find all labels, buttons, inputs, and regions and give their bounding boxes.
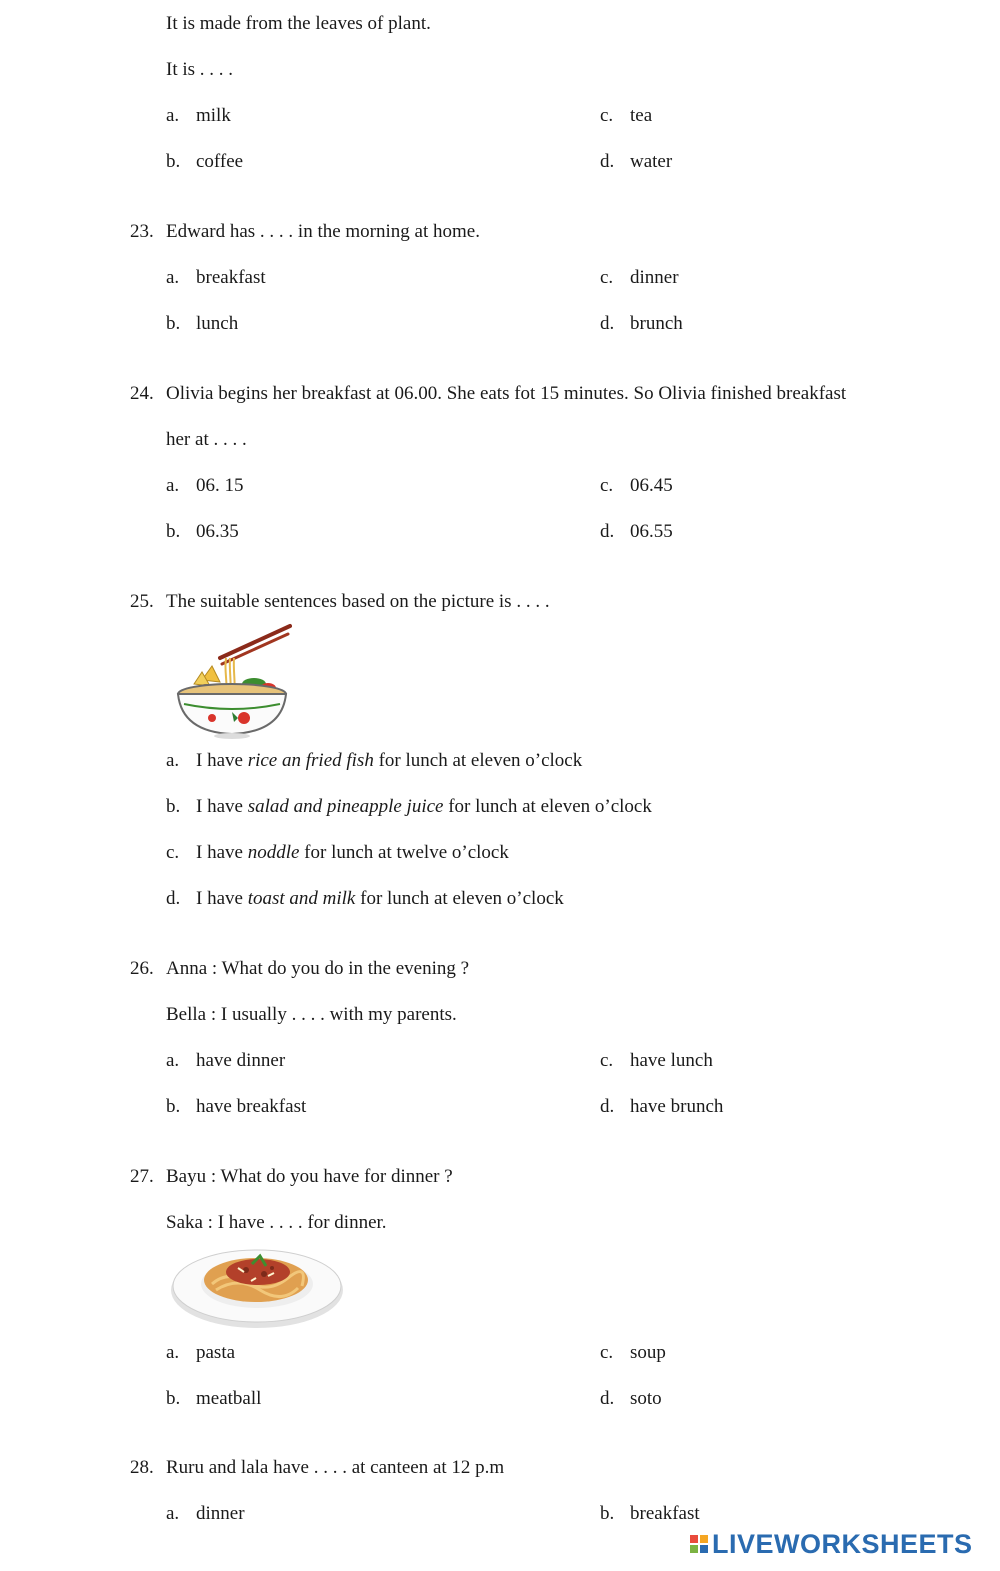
pasta-plate-image [168,1240,346,1332]
liveworksheets-logo[interactable] [690,1528,973,1560]
q23-option-a[interactable]: a. breakfast [166,267,266,288]
q23-option-d[interactable]: d. brunch [600,313,683,334]
q28-number: 28. [130,1457,154,1478]
q26-number: 26. [130,958,154,979]
q25-option-a[interactable]: a. I have rice an fried fish for lunch at eleven o’clock [166,750,583,771]
logo-square-green [690,1545,698,1553]
logo-square-red [690,1535,698,1543]
q22-option-b[interactable]: b. coffee [166,151,244,172]
q22-text-line1: It is made from the leaves of plant. [166,13,431,34]
q24-option-d[interactable]: d. 06.55 [600,521,673,542]
q26-option-c[interactable]: c. have lunch [600,1050,713,1071]
q25-option-b[interactable]: b. I have salad and pineapple juice for lunch at eleven o’clock [166,796,652,817]
q24-number: 24. [130,383,154,404]
q24-option-c[interactable]: c. 06.45 [600,475,673,496]
q27-option-a[interactable]: a. pasta [166,1342,236,1363]
q26-option-a[interactable]: a. have dinner [166,1050,286,1071]
q25-option-d[interactable]: d. I have toast and milk for lunch at eleven o’clock [166,888,564,909]
q24-text-line2: her at . . . . [166,429,247,450]
q24-text: Olivia begins her breakfast at 06.00. She eats fot 15 minutes. So Olivia finished breakfast [166,383,847,404]
q23-option-c[interactable]: c. dinner [600,267,679,288]
q22-option-c[interactable]: c. tea [600,105,653,126]
q28-text: Ruru and lala have . . . . at canteen at 12 p.m [166,1457,505,1478]
q23-text: Edward has . . . . in the morning at home. [166,221,480,242]
q25-number: 25. [130,591,154,612]
q22-text-line2: It is . . . . [166,59,234,80]
q23-number: 23. [130,221,154,242]
q27-option-d[interactable]: d. soto [600,1388,662,1409]
q23-option-b[interactable]: b. lunch [166,313,239,334]
q27-option-b[interactable]: b. meatball [166,1388,262,1409]
q27-text-line2: Saka : I have . . . . for dinner. [166,1212,387,1233]
q27-number: 27. [130,1166,154,1187]
logo-square-orange [700,1535,708,1543]
logo-text: LIVEWORKSHEETS [712,1528,973,1559]
q25-option-c[interactable]: c. I have noddle for lunch at twelve o’clock [166,842,509,863]
q24-option-a[interactable]: a. 06. 15 [166,475,244,496]
q26-option-d[interactable]: d. have brunch [600,1096,724,1117]
q22-option-d[interactable]: d. water [600,151,673,172]
q26-option-b[interactable]: b. have breakfast [166,1096,307,1117]
noodle-bowl-image [172,622,292,740]
q28-option-a[interactable]: a. dinner [166,1503,245,1524]
logo-square-blue [700,1545,708,1553]
q24-option-b[interactable]: b. 06.35 [166,521,239,542]
q22-option-a[interactable]: a. milk [166,105,231,126]
q26-text-line2: Bella : I usually . . . . with my parents. [166,1004,457,1025]
q28-option-b[interactable]: b. breakfast [600,1503,700,1524]
q26-text: Anna : What do you do in the evening ? [166,958,470,979]
q27-text: Bayu : What do you have for dinner ? [166,1166,453,1187]
q25-text: The suitable sentences based on the picture is . . . . [166,591,550,612]
logo-grid-icon [690,1535,708,1553]
q27-option-c[interactable]: c. soup [600,1342,666,1363]
